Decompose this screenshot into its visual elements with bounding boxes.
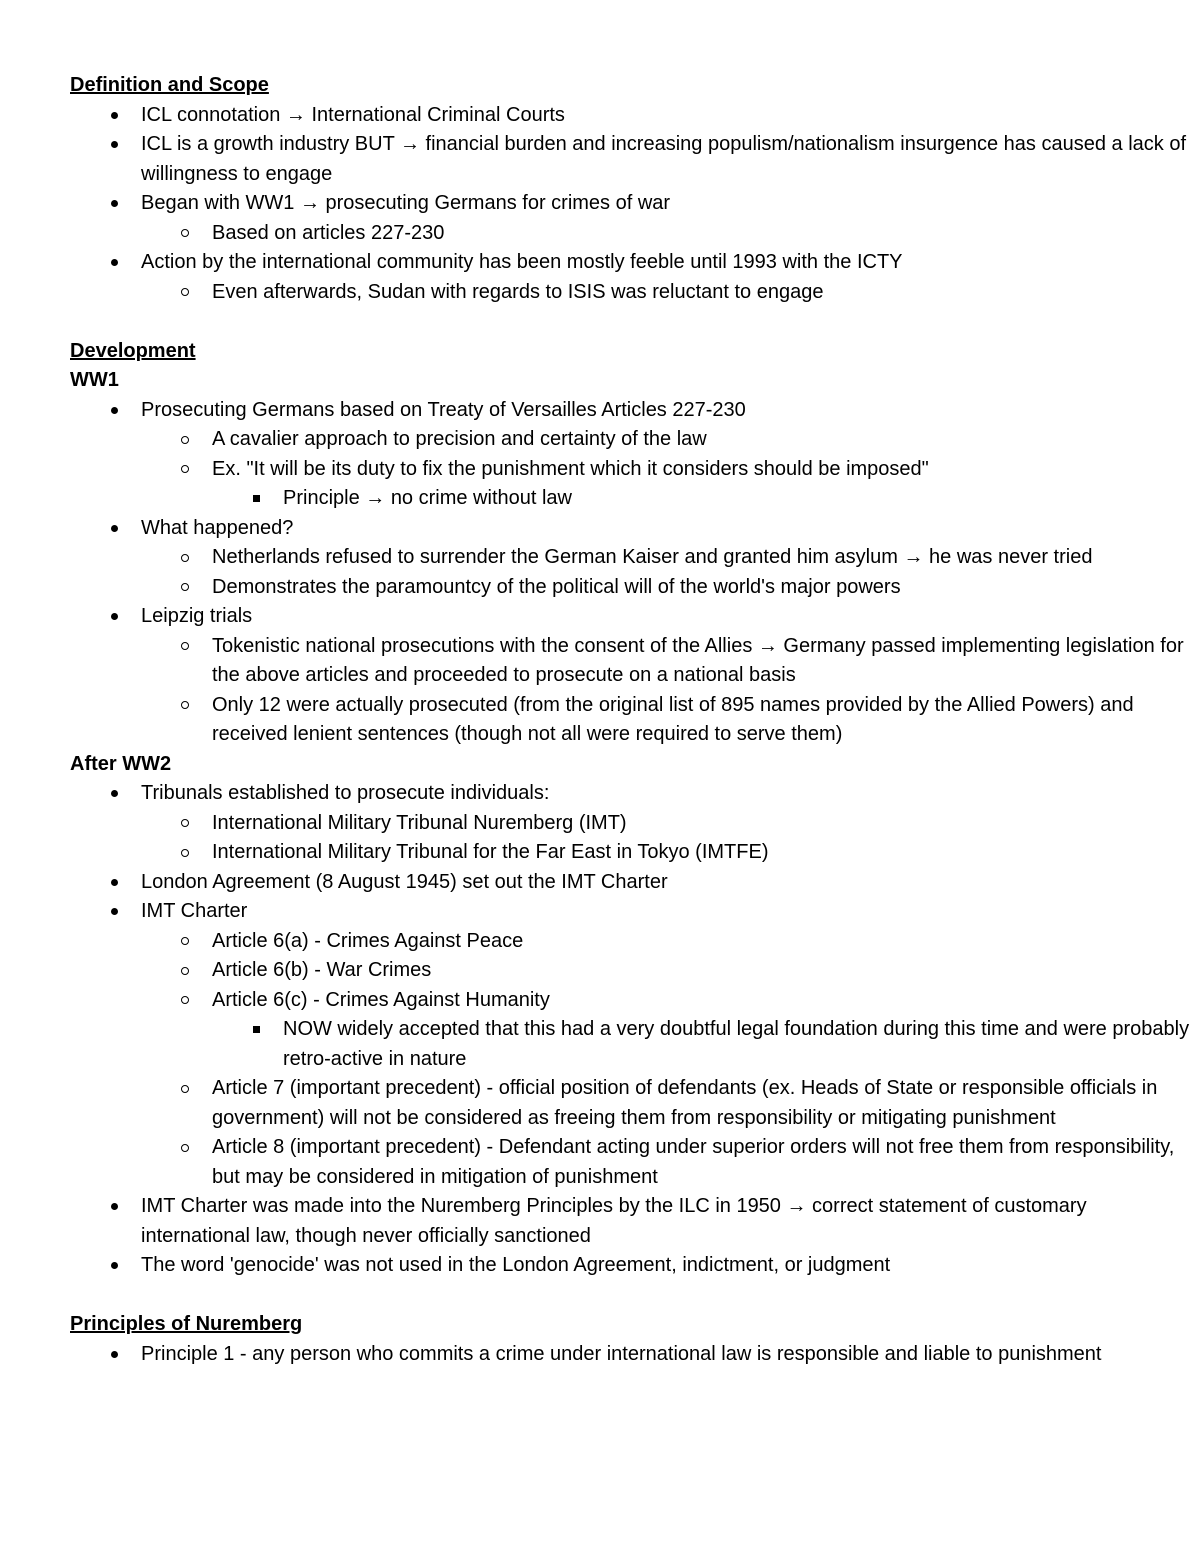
list-item (141, 514, 1197, 544)
bullet-dot-icon (104, 897, 124, 927)
list-item (141, 897, 1197, 927)
list-item (212, 986, 1197, 1016)
bullet-dot-icon (104, 248, 124, 278)
bullet-square-icon (246, 1015, 266, 1045)
bullet-circle-icon (175, 219, 195, 249)
list-item (212, 691, 1197, 750)
spacer (70, 307, 1130, 337)
list-item-text: IMT Charter was made into the Nuremberg Principles by the ILC in 1950 → correct statement of customary international law, though never officially sanctioned (141, 1195, 1087, 1247)
list-item (141, 1192, 1197, 1251)
list-item (212, 278, 1197, 308)
list-item (212, 632, 1197, 691)
list-item (141, 189, 1197, 219)
list-item (212, 573, 1197, 603)
bullet-dot-icon (104, 1251, 124, 1281)
list-item-text: ICL connotation → International Criminal Courts (141, 103, 565, 126)
bullet-circle-icon (175, 809, 195, 839)
bullet-circle-icon (175, 455, 195, 485)
bullet-circle-icon (175, 986, 195, 1016)
list-item-text: A cavalier approach to precision and certainty of the law (212, 428, 707, 450)
bullet-circle-icon (175, 691, 195, 721)
bullet-dot-icon (104, 1340, 124, 1370)
bullet-circle-icon (175, 573, 195, 603)
list-item (212, 543, 1197, 573)
list-item (141, 248, 1197, 278)
bullet-square-icon (246, 484, 266, 514)
list-item (141, 1251, 1197, 1281)
list-item-text: Article 6(b) - War Crimes (212, 959, 432, 981)
list-item (212, 809, 1197, 839)
list-item-text: Article 8 (important precedent) - Defendant acting under superior orders will not free them from responsibility, but may be considered in mitigation of punishment (212, 1136, 1175, 1188)
list-item-text: Article 6(a) - Crimes Against Peace (212, 929, 524, 952)
list-item-text: ICL is a growth industry BUT → financial burden and increasing populism/nationalism insurgence has caused a lack of willingness to engage (141, 133, 1186, 185)
bullet-dot-icon (104, 868, 124, 898)
list-item-text: NOW widely accepted that this had a very doubtful legal foundation during this time and were probably retro-active in nature (283, 1018, 1190, 1070)
subheading-after-ww2: After WW2 (70, 752, 172, 775)
spacer (70, 1281, 1130, 1311)
list-item (212, 1133, 1197, 1192)
list-item (212, 219, 1197, 249)
bullet-dot-icon (104, 130, 124, 160)
bullet-dot-icon (104, 514, 124, 544)
list-item-text: Only 12 were actually prosecuted (from the original list of 895 names provided by the Allied Powers) and received lenient sentences (though not all were required to serve them) (212, 693, 1134, 745)
list-item (141, 101, 1197, 131)
list-item (283, 1015, 1197, 1074)
list-item-text: IMT Charter (141, 900, 248, 922)
bullet-circle-icon (175, 632, 195, 662)
list-item (212, 838, 1197, 868)
list-item-text: Even afterwards, Sudan with regards to ISIS was reluctant to engage (212, 280, 824, 303)
list-item-text: What happened? (141, 516, 294, 539)
bullet-dot-icon (104, 101, 124, 131)
list-item-text: Netherlands refused to surrender the German Kaiser and granted him asylum → he was never tried (212, 546, 1093, 568)
list-item (141, 868, 1197, 898)
list-item-text: Action by the international community has been mostly feeble until 1993 with the ICTY (141, 251, 903, 273)
list-item-text: Prosecuting Germans based on Treaty of Versailles Articles 227-230 (141, 398, 746, 421)
bullet-dot-icon (104, 1192, 124, 1222)
list-item (141, 779, 1197, 809)
list-item-text: Article 7 (important precedent) - official position of defendants (ex. Heads of State or responsible officials in government) will not be considered as freeing them from responsibility or mitigating punishment (212, 1077, 1158, 1129)
bullet-dot-icon (104, 779, 124, 809)
subheading-ww1: WW1 (70, 369, 119, 391)
bullet-circle-icon (175, 1133, 195, 1163)
list-item (212, 956, 1197, 986)
bullet-circle-icon (175, 425, 195, 455)
bullet-circle-icon (175, 1074, 195, 1104)
bullet-dot-icon (104, 602, 124, 632)
list-item-text: Principle → no crime without law (283, 487, 572, 509)
list-item-text: Article 6(c) - Crimes Against Humanity (212, 988, 550, 1011)
bullet-dot-icon (104, 189, 124, 219)
list-item-text: Principle 1 - any person who commits a crime under international law is responsible and liable to punishment (141, 1342, 1102, 1365)
list-item (141, 602, 1197, 632)
list-item-text: London Agreement (8 August 1945) set out the IMT Charter (141, 870, 668, 893)
section-title-development: Development (70, 339, 196, 362)
list-item-text: International Military Tribunal Nuremberg (IMT) (212, 811, 627, 834)
list-item-text: Ex. "It will be its duty to fix the punishment which it considers should be imposed" (212, 457, 929, 480)
bullet-circle-icon (175, 543, 195, 573)
section-title-definition-and-scope: Definition and Scope (70, 74, 269, 96)
list-item (141, 396, 1197, 426)
bullet-dot-icon (104, 396, 124, 426)
list-item (212, 1074, 1197, 1133)
list-item (212, 455, 1197, 485)
list-item-text: Began with WW1 → prosecuting Germans for crimes of war (141, 192, 671, 214)
list-item-text: International Military Tribunal for the Far East in Tokyo (IMTFE) (212, 841, 769, 863)
list-item (212, 425, 1197, 455)
bullet-circle-icon (175, 278, 195, 308)
list-item-text: Based on articles 227-230 (212, 221, 445, 244)
list-item-text: The word 'genocide' was not used in the London Agreement, indictment, or judgment (141, 1254, 891, 1276)
list-item (283, 484, 1197, 514)
list-item (141, 1340, 1197, 1370)
list-item-text: Tribunals established to prosecute individuals: (141, 782, 550, 804)
bullet-circle-icon (175, 956, 195, 986)
bullet-circle-icon (175, 927, 195, 957)
list-item (212, 927, 1197, 957)
bullet-circle-icon (175, 838, 195, 868)
section-title-principles-of-nuremberg: Principles of Nuremberg (70, 1313, 303, 1335)
list-item-text: Demonstrates the paramountcy of the political will of the world's major powers (212, 575, 901, 598)
list-item-text: Tokenistic national prosecutions with the consent of the Allies → Germany passed implementing legislation for the above articles and proceeded to prosecute on a national basis (212, 634, 1184, 686)
list-item-text: Leipzig trials (141, 605, 253, 627)
list-item (141, 130, 1197, 189)
